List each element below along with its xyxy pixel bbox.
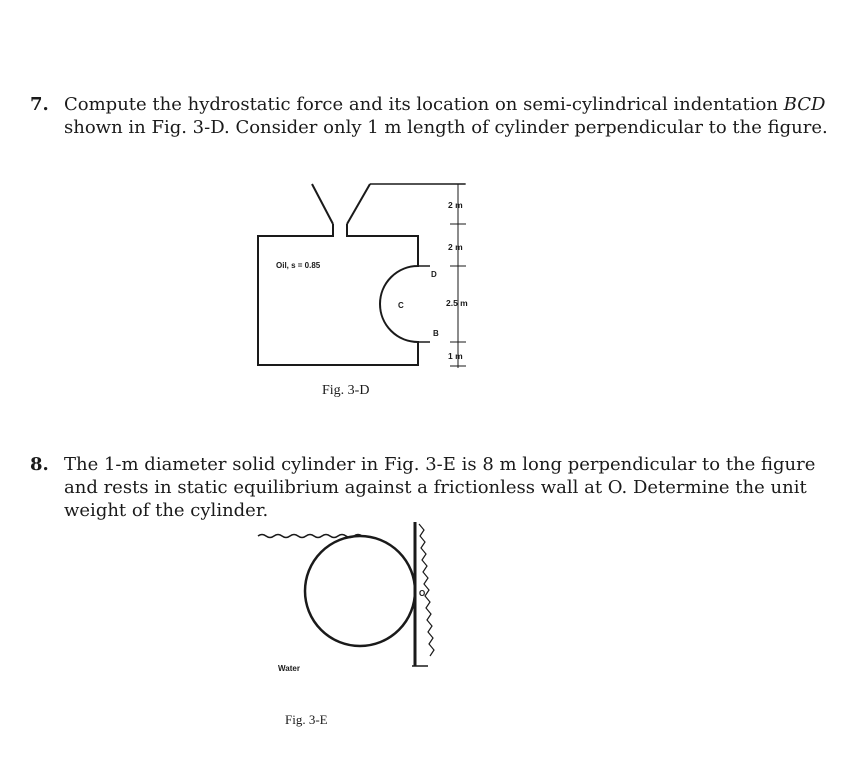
point-b-label: B bbox=[433, 329, 439, 338]
oil-label: Oil, s = 0.85 bbox=[276, 261, 321, 270]
cylinder-circle bbox=[305, 536, 415, 646]
problem-7-text-lead: Compute the hydrostatic force and its location on semi-cylindrical indentation bbox=[64, 94, 784, 115]
problem-7-text-tail: shown in Fig. 3-D. Consider only 1 m length of cylinder perpendicular to the figure. bbox=[64, 117, 828, 138]
problem-7-number: 7. bbox=[30, 94, 49, 115]
dim-label-2: 2 m bbox=[448, 242, 463, 252]
fig-3e bbox=[258, 522, 434, 727]
fig-3e-caption: Fig. 3-E bbox=[285, 712, 328, 727]
point-c-label: C bbox=[398, 301, 404, 310]
funnel-right-edge bbox=[347, 184, 370, 224]
fig-3d-caption: Fig. 3-D bbox=[322, 383, 370, 398]
point-o-label: O bbox=[419, 589, 426, 598]
tank-outline bbox=[258, 224, 418, 365]
water-label: Water bbox=[278, 664, 300, 673]
dim-label-1: 2 m bbox=[448, 200, 463, 210]
point-d-label: D bbox=[431, 270, 437, 279]
problem-7-text-em: BCD bbox=[783, 94, 826, 115]
problem-8-text: The 1-m diameter solid cylinder in Fig. 3-E is 8 m long perpendicular to the figure and rests in static equilibrium against a frictionless wall at O. Determine the unit weight of the cylinder. bbox=[64, 454, 816, 521]
dim-label-4: 1 m bbox=[448, 351, 463, 361]
problem-8-number: 8. bbox=[30, 454, 49, 475]
fig-3d bbox=[258, 184, 468, 398]
funnel-left-edge bbox=[312, 184, 333, 224]
dim-label-3: 2.5 m bbox=[446, 298, 468, 308]
